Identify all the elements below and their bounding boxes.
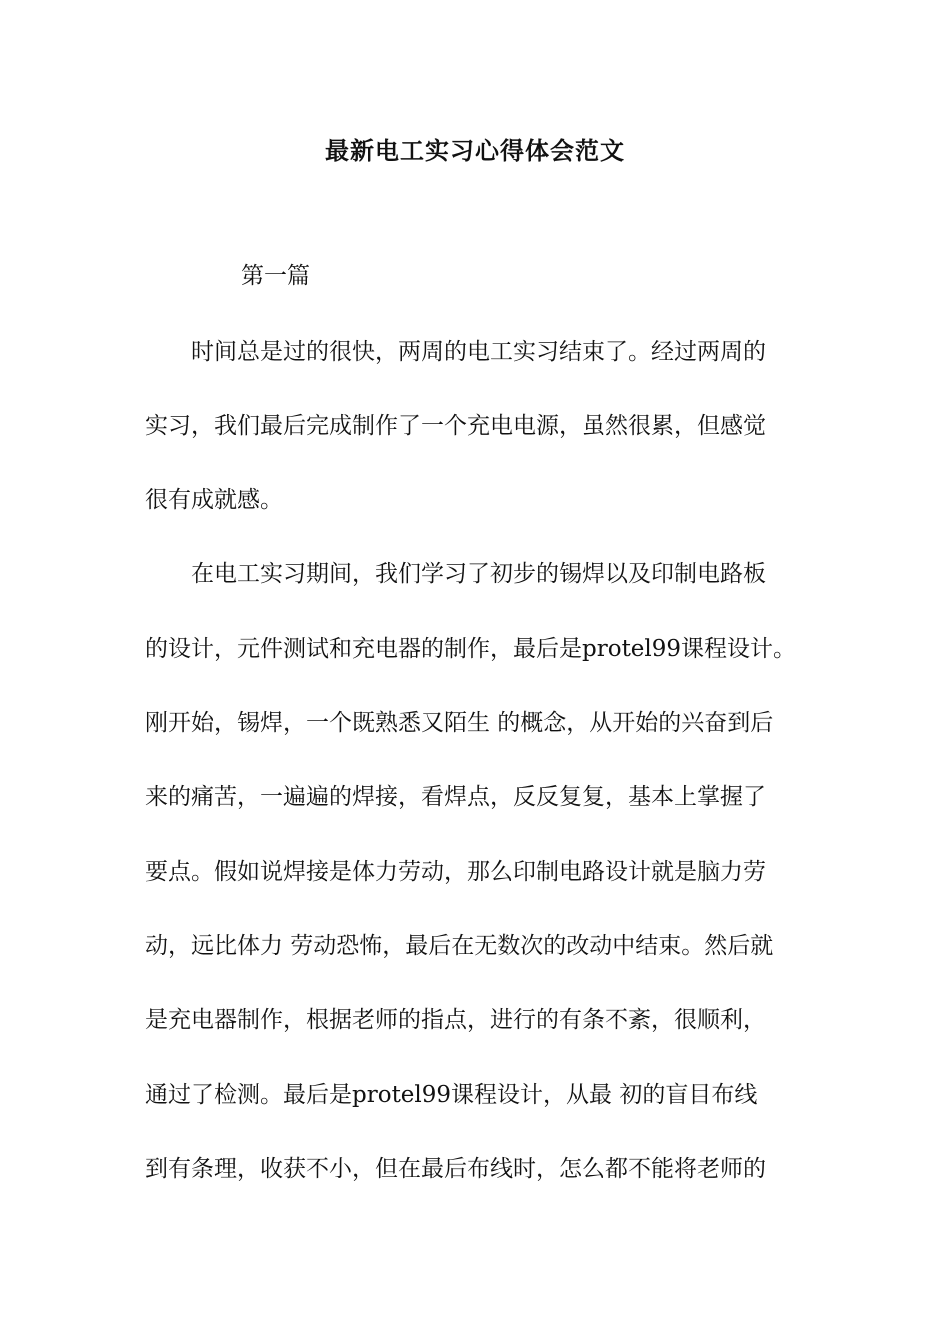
paragraph-line: 动，远比体力 劳动恐怖，最后在无数次的改动中结束。然后就	[145, 933, 774, 959]
paragraph-line: 是充电器制作，根据老师的指点，进行的有条不紊，很顺利，	[145, 1007, 766, 1033]
page-title: 最新电工实习心得体会范文	[325, 136, 625, 165]
paragraph-line: 时间总是过的很快，两周的电工实习结束了。经过两周的	[145, 339, 766, 365]
paragraph-line: 要点。假如说焊接是体力劳动，那么印制电路设计就是脑力劳	[145, 859, 766, 885]
section-heading: 第一篇	[241, 263, 310, 289]
paragraph-line: 在电工实习期间，我们学习了初步的锡焊以及印制电路板	[145, 561, 766, 587]
paragraph-line: 实习，我们最后完成制作了一个充电电源，虽然很累，但感觉	[145, 413, 766, 439]
paragraph-line: 到有条理，收获不小，但在最后布线时，怎么都不能将老师的	[145, 1156, 766, 1182]
paragraph-line: 来的痛苦，一遍遍的焊接，看焊点，反反复复，基本上掌握了	[145, 784, 766, 810]
paragraph-line: 很有成就感。	[145, 487, 283, 513]
paragraph-line: 刚开始，锡焊，一个既熟悉又陌生 的概念，从开始的兴奋到后	[145, 710, 774, 736]
paragraph-line: 的设计，元件测试和充电器的制作，最后是protel99课程设计。	[145, 636, 797, 662]
paragraph-line: 通过了检测。最后是protel99课程设计，从最 初的盲目布线	[145, 1082, 758, 1108]
